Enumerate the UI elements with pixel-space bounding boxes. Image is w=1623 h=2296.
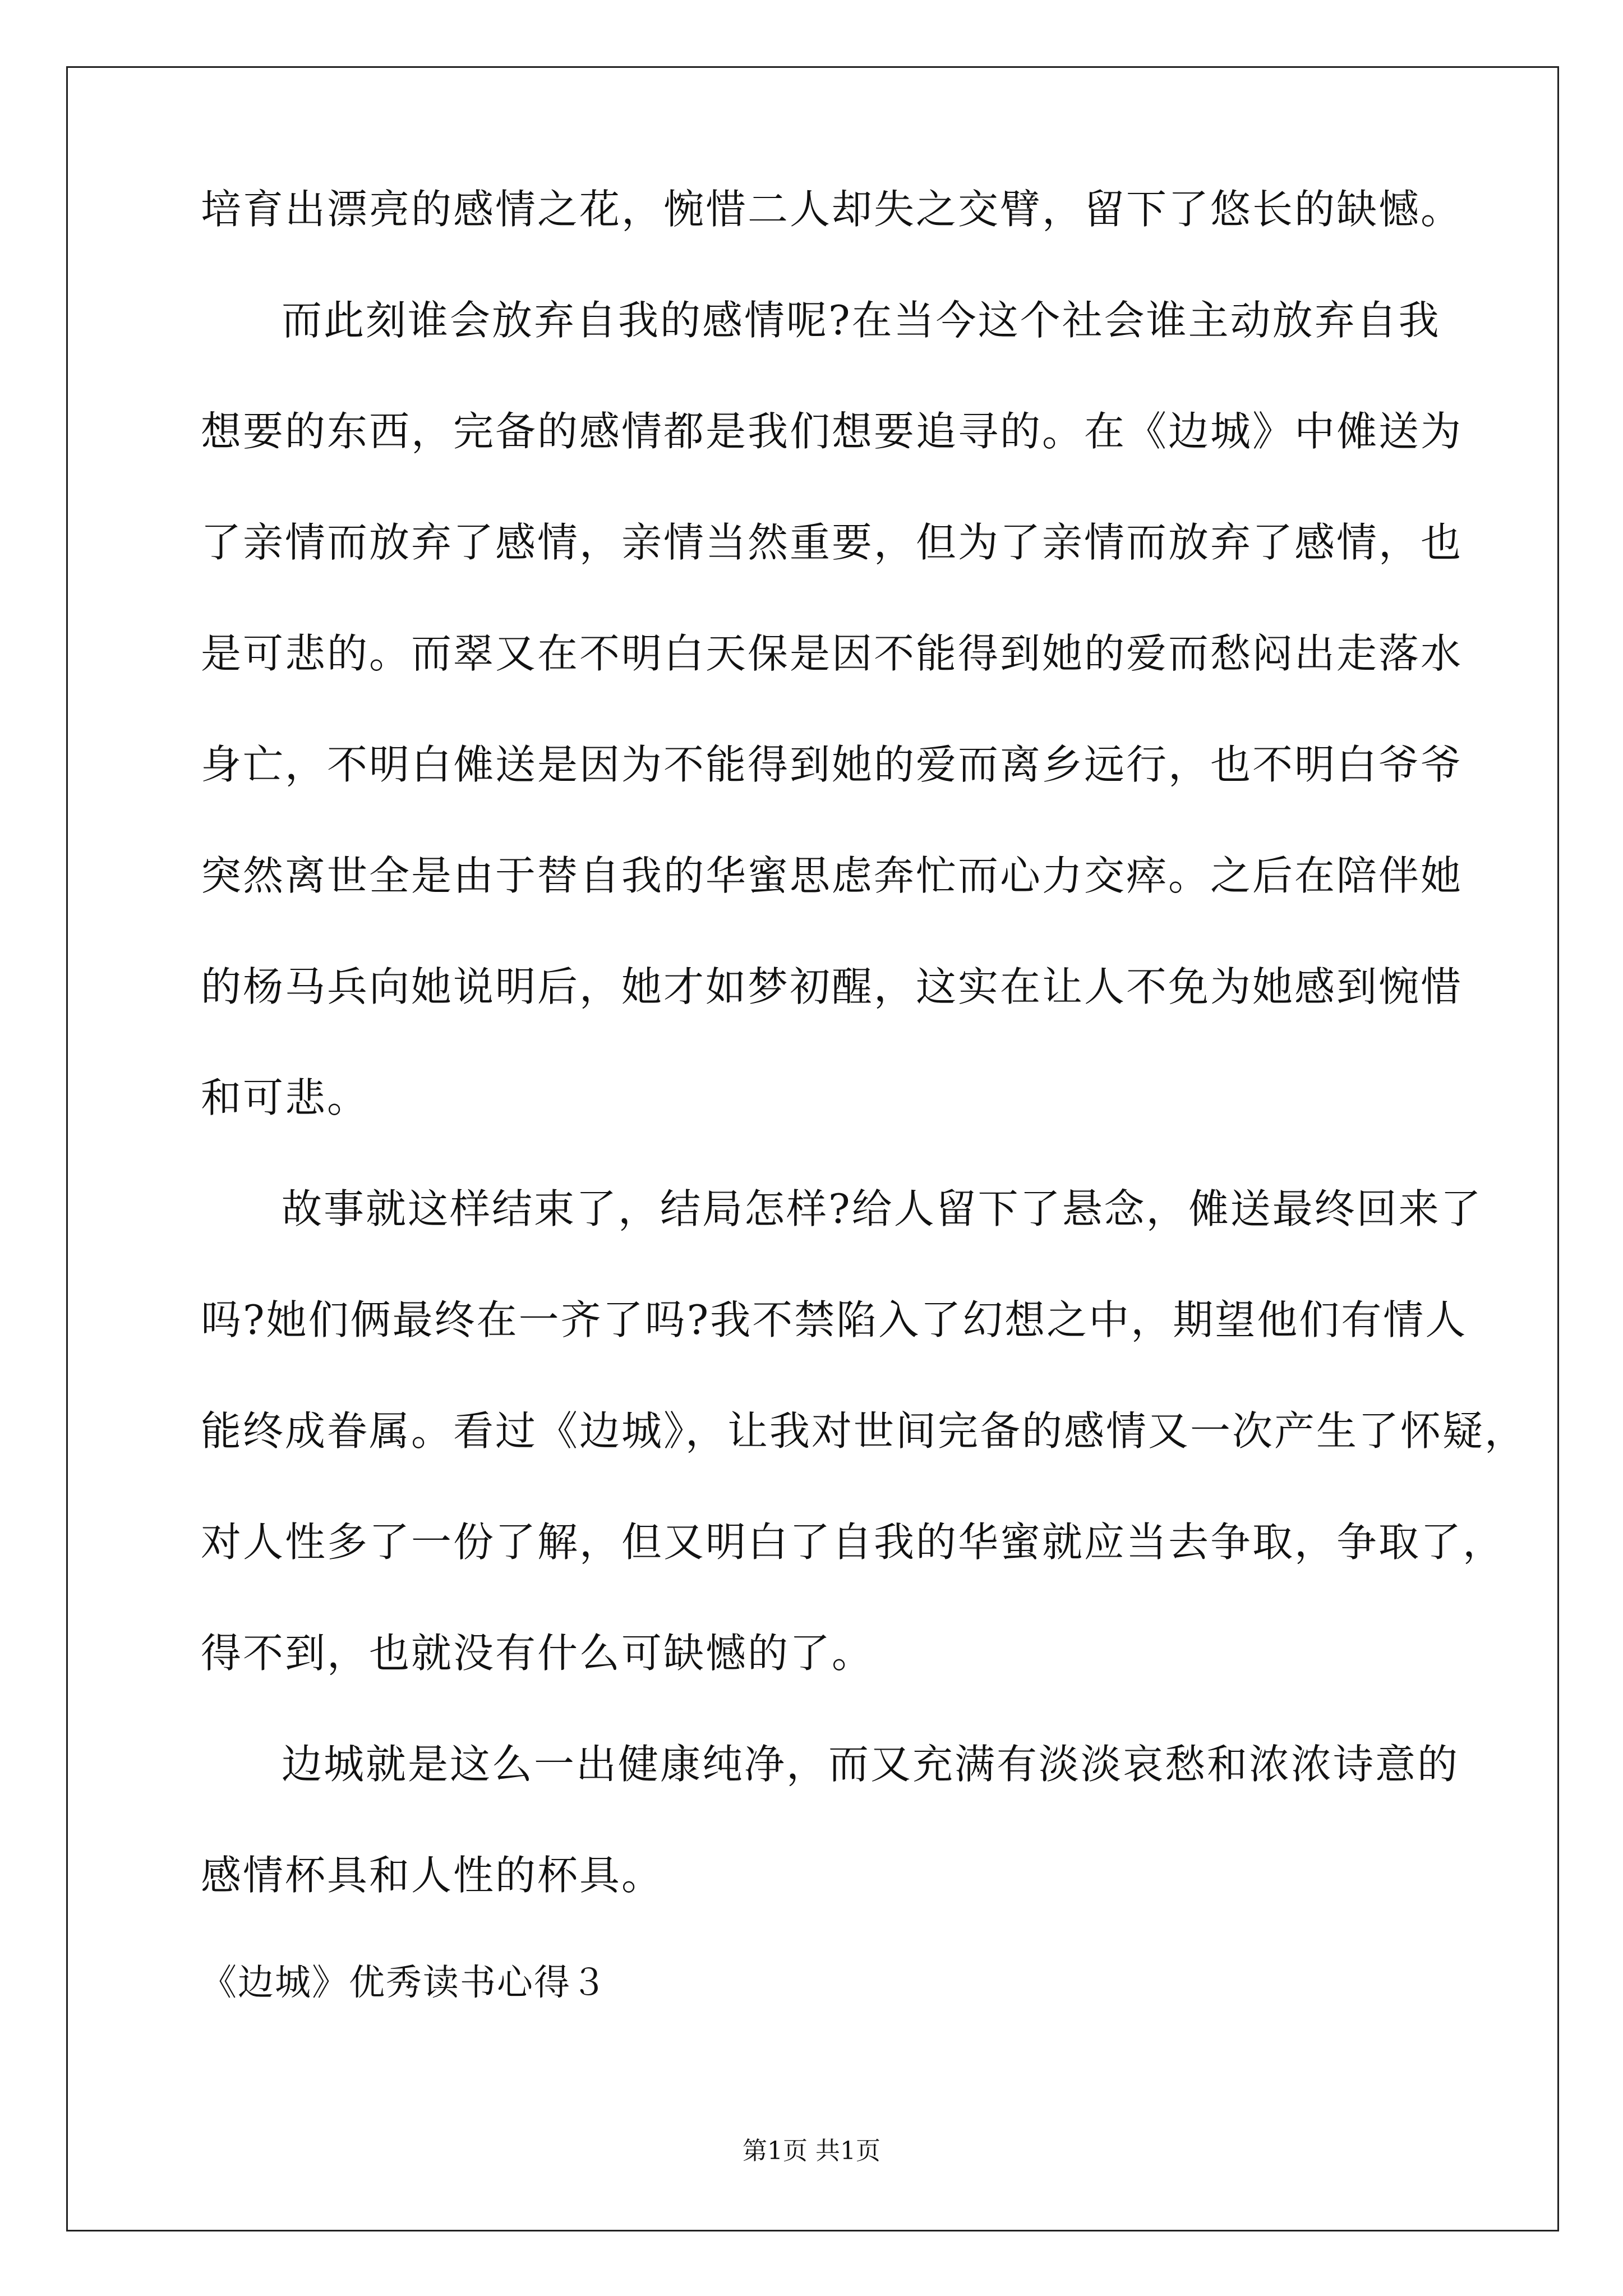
section-heading: 《边城》优秀读书心得３: [201, 1962, 608, 2004]
paragraph-line: 是可悲的。而翠又在不明白天保是因不能得到她的爱而愁闷出走落水: [201, 630, 1463, 677]
paragraph-line: 培育出漂亮的感情之花，惋惜二人却失之交臂，留下了悠长的缺憾。: [201, 186, 1463, 233]
paragraph-line: 突然离世全是由于替自我的华蜜思虑奔忙而心力交瘁。之后在陪伴她: [201, 852, 1463, 899]
paragraph-line: 能终成眷属。看过《边城》，让我对世间完备的感情又一次产生了怀疑，: [201, 1407, 1527, 1455]
page-frame: [66, 66, 1559, 2231]
paragraph-line: 身亡，不明白傩送是因为不能得到她的爱而离乡远行，也不明白爷爷: [201, 741, 1463, 788]
paragraph-line: 吗?她们俩最终在一齐了吗?我不禁陷入了幻想之中，期望他们有情人: [201, 1296, 1468, 1343]
paragraph-line: 而此刻谁会放弃自我的感情呢?在当今这个社会谁主动放弃自我: [282, 297, 1441, 344]
paragraph-line: 得不到，也就没有什么可缺憾的了。: [201, 1630, 874, 1677]
paragraph-line: 边城就是这么一出健康纯净，而又充满有淡淡哀愁和浓浓诗意的: [282, 1741, 1460, 1788]
page-number-footer: 第1页 共1页: [743, 2137, 880, 2165]
paragraph-line: 了亲情而放弃了感情，亲情当然重要，但为了亲情而放弃了感情，也: [201, 519, 1463, 566]
paragraph-line: 和可悲。: [201, 1074, 370, 1121]
paragraph-line: 故事就这样结束了，结局怎样?给人留下了悬念，傩送最终回来了: [282, 1185, 1483, 1232]
paragraph-line: 对人性多了一份了解，但又明白了自我的华蜜就应当去争取，争取了，: [201, 1519, 1505, 1566]
paragraph-line: 的杨马兵向她说明后，她才如梦初醒，这实在让人不免为她感到惋惜: [201, 963, 1463, 1010]
paragraph-line: 感情杯具和人性的杯具。: [201, 1852, 664, 1899]
paragraph-line: 想要的东西，完备的感情都是我们想要追寻的。在《边城》中傩送为: [201, 408, 1463, 455]
